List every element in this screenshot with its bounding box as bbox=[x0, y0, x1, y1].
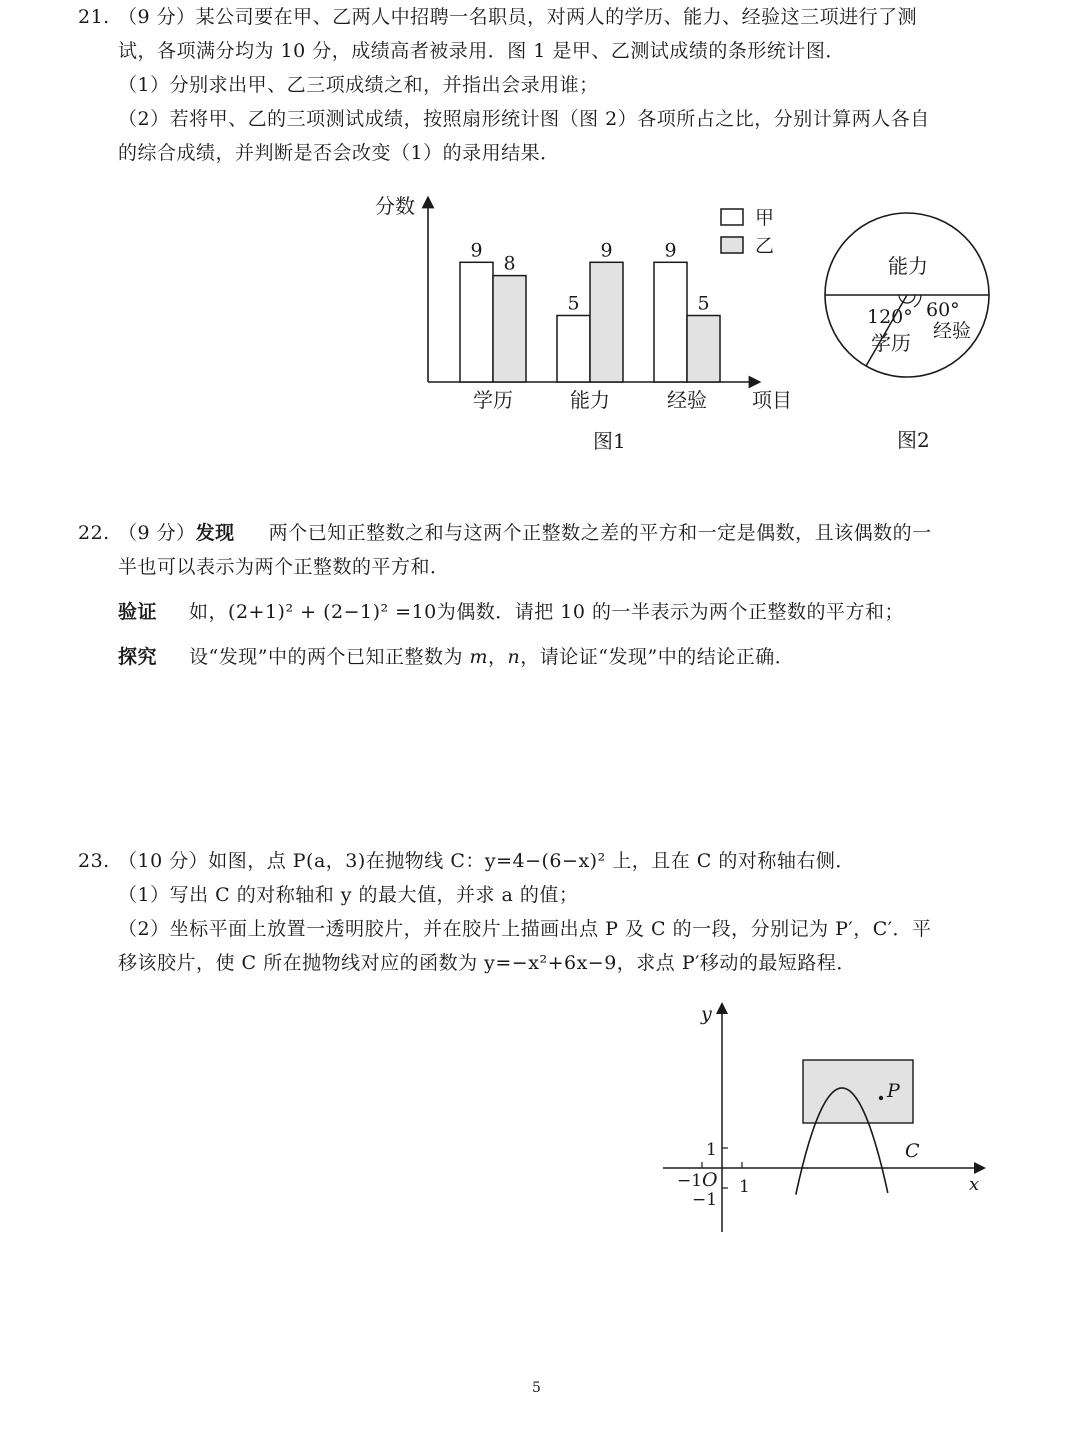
figure2-pie-chart bbox=[815, 205, 1005, 465]
bar-乙-经验 bbox=[687, 316, 720, 383]
bar-value-label: 9 bbox=[470, 239, 483, 262]
q23-part2-line1: （2）坐标平面上放置一透明胶片，并在胶片上描画出点 P 及 C 的一段，分别记为 P′，C′．平 bbox=[118, 918, 932, 940]
q23-parabola-graph bbox=[655, 1000, 995, 1245]
x-tick-neg1-label: −1 bbox=[677, 1171, 703, 1191]
y-tick-neg1-label: −1 bbox=[692, 1190, 718, 1210]
legend-swatch-乙 bbox=[721, 237, 743, 253]
q21-part2-line1: （2）若将甲、乙的三项测试成绩，按照扇形统计图（图 2）各项所占之比，分别计算两人各自 bbox=[118, 108, 930, 130]
q22-number: 22. bbox=[78, 522, 110, 544]
q22-line2: 半也可以表示为两个正整数的平方和． bbox=[118, 556, 450, 578]
point-P-label: P bbox=[887, 1080, 900, 1102]
q22-explore bbox=[118, 648, 794, 667]
category-label-学历: 学历 bbox=[473, 388, 513, 412]
q21-number: 21. bbox=[78, 6, 110, 28]
bar-value-label: 5 bbox=[697, 292, 710, 315]
q21-part1: （1）分别求出甲、乙三项成绩之和，并指出会录用谁； bbox=[118, 74, 599, 96]
y-axis-label: y bbox=[701, 1003, 712, 1025]
x-axis-label: x bbox=[969, 1174, 980, 1195]
bar-甲-学历 bbox=[460, 262, 493, 382]
q22-statement: 两个已知正整数之和与这两个正整数之差的平方和一定是偶数，且该偶数的一 bbox=[268, 522, 932, 544]
q22-verify-rest: 为偶数．请把 10 的一半表示为两个正整数的平方和； bbox=[436, 601, 905, 623]
pie-label-experience: 经验 bbox=[933, 320, 972, 342]
q22-score: （9 分） bbox=[118, 522, 196, 544]
pie-label-education: 学历 bbox=[871, 331, 911, 355]
q21-line2: 试，各项满分均为 10 分，成绩高者被录用．图 1 是甲、乙测试成绩的条形统计图． bbox=[118, 40, 845, 62]
q22-var-n: n bbox=[507, 646, 521, 668]
fig1-ylabel: 分数 bbox=[375, 194, 415, 218]
q22-var-m: m bbox=[469, 646, 489, 668]
q23-line1: （10 分）如图，点 P(a，3)在抛物线 C：y=4−(6−x)² 上，且在 C 的对称轴右侧． bbox=[118, 850, 855, 872]
q21-line1: （9 分）某公司要在甲、乙两人中招聘一名职员，对两人的学历、能力、经验这三项进行了测 bbox=[118, 6, 918, 28]
pie-angle-60: 60° bbox=[926, 299, 960, 321]
category-label-经验: 经验 bbox=[667, 388, 707, 412]
q22-verify bbox=[118, 603, 904, 622]
pie-label-ability: 能力 bbox=[888, 254, 928, 278]
q23-part2-line2: 移该胶片，使 C 所在抛物线对应的函数为 y=−x²+6x−9，求点 P′移动的最短路程． bbox=[118, 952, 856, 974]
q22-verify-label: 验证 bbox=[118, 601, 158, 623]
bar-甲-经验 bbox=[654, 262, 687, 382]
bar-乙-能力 bbox=[590, 262, 623, 382]
fig2-caption: 图2 bbox=[897, 428, 930, 452]
q23-number: 23. bbox=[78, 850, 110, 872]
figure1-bar-chart bbox=[360, 190, 810, 465]
curve-C-label: C bbox=[905, 1140, 920, 1162]
origin-label: O bbox=[702, 1169, 718, 1191]
page-number: 5 bbox=[532, 1380, 541, 1396]
fig1-caption: 图1 bbox=[593, 429, 626, 453]
q22-verify-intro: 如， bbox=[189, 601, 229, 623]
q22-explore-b: ，请论证“发现”中的结论正确． bbox=[520, 646, 795, 668]
q21-part2-line2: 的综合成绩，并判断是否会改变（1）的录用结果． bbox=[118, 142, 560, 164]
q22-keyword-discover: 发现 bbox=[195, 522, 235, 544]
bar-value-label: 5 bbox=[567, 292, 580, 315]
q22-verify-formula: (2+1)² + (2−1)² =10 bbox=[228, 601, 437, 623]
bar-value-label: 9 bbox=[664, 239, 677, 262]
bar-乙-学历 bbox=[493, 276, 526, 382]
bar-value-label: 8 bbox=[503, 252, 516, 275]
q22-explore-label: 探究 bbox=[118, 646, 158, 668]
bar-甲-能力 bbox=[557, 316, 590, 383]
bar-value-label: 9 bbox=[600, 239, 613, 262]
q22-explore-sep: ， bbox=[488, 646, 508, 668]
legend-label-乙: 乙 bbox=[755, 235, 775, 257]
legend-swatch-甲 bbox=[721, 209, 743, 225]
legend-label-甲: 甲 bbox=[755, 207, 775, 229]
category-label-能力: 能力 bbox=[570, 388, 610, 412]
x-tick-1-label: 1 bbox=[739, 1177, 750, 1197]
q22-line1 bbox=[118, 524, 932, 543]
pie-angle-120: 120° bbox=[867, 306, 913, 328]
fig1-xlabel: 项目 bbox=[752, 388, 792, 412]
y-tick-1-label: 1 bbox=[706, 1140, 717, 1160]
q23-part1: （1）写出 C 的对称轴和 y 的最大值，并求 a 的值； bbox=[118, 884, 579, 906]
q22-explore-a: 设“发现”中的两个已知正整数为 bbox=[189, 646, 470, 668]
point-P bbox=[879, 1096, 883, 1100]
